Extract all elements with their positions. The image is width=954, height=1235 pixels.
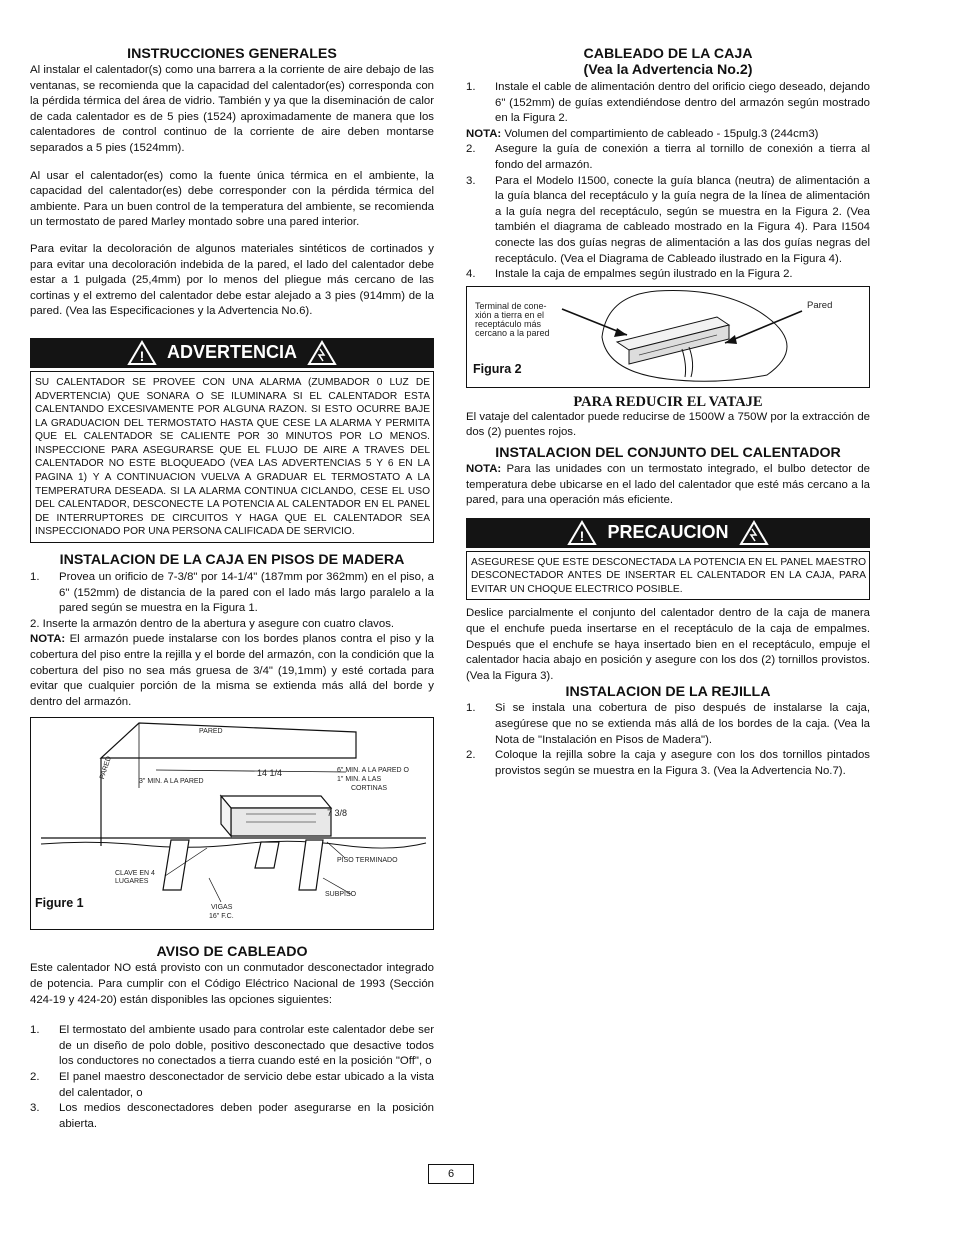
general-instructions-heading: INSTRUCCIONES GENERALES xyxy=(127,46,337,62)
box-wiring-heading-line-2: (Vea la Advertencia No.2) xyxy=(583,62,753,78)
box-wiring-step-4-text: Instale la caja de empalmes según ilustrado en la Figura 2. xyxy=(495,268,793,281)
wood-note-text: El armazón puede instalarse con los bordes planos contra el piso y la cobertura del piso entre la rejilla y el borde del armazón, con la condición que la cobertura del piso no sea más gruesa de 3/4" (19,1mm) y esté cortada para evitar que cualquier porción de la misma se extienda más allá del borde y dentro del armazón. xyxy=(30,633,434,708)
grille-step-1-number: 1. xyxy=(466,702,476,715)
box-wiring-step-1-number: 1. xyxy=(466,81,476,93)
fig1-nail-label-line-1: CLAVE EN 4 xyxy=(115,870,155,878)
slide-heater-paragraph: Deslice parcialmente el conjunto del calentador dentro de la caja de manera que el enchufe pueda insertarse en el receptáculo de la caja de empalmes. Después que el enchufe se haya insertado bien en el receptáculo, empuje el calentador hacia abajo en posición y asegure con los dos (2) tornillos provistos. (Vea la Figura 3). xyxy=(466,607,870,682)
wiring-option-2-number: 2. xyxy=(30,1070,40,1083)
fig1-joists-label-line-2: 16" F.C. xyxy=(209,913,234,921)
warning-triangle-icon xyxy=(127,340,157,366)
general-paragraph-2: Al usar el calentador(es) como la fuente única térmica en el ambiente, la capacidad del calentador(es) debe corresponder con la pérdida térmica del ambiente. Para un buen control de la temperatura del ambiente, se recomienda un termostato de pared Marley montado sobre una pared interior. xyxy=(30,169,434,229)
caution-text-box: ASEGURESE QUE ESTE DESCONECTADA LA POTENCIA EN EL PANEL MAESTRO DESCONECTADOR ANTES DE INSERTAR EL CALENTADOR EN LA CAJA, PARA EVITAR UN CHOQUE ELECTRICO POSIBLE. xyxy=(466,551,870,601)
wood-step-1-number: 1. xyxy=(30,571,40,584)
grille-step-1-text: Si se instala una cobertura de piso después de instalarse la caja, asegúrese que no se extienda más allá de los bordes de la caja. (Vea la Nota de "Instalación en Pisos de Madera"). xyxy=(495,702,870,746)
figure-2-label: Figura 2 xyxy=(473,361,522,376)
wiring-option-3 xyxy=(30,1101,434,1132)
right-column xyxy=(466,46,870,779)
warning-banner xyxy=(30,338,434,368)
warning-triangle-icon xyxy=(567,520,597,546)
grille-step-2-text: Coloque la rejilla sobre la caja y asegure con los dos tornillos pintados provistos según se muestra en la Figura 3. (Vea la Advertencia No.7). xyxy=(495,749,870,777)
fig1-min-wall-label: 3" MIN. A LA PARED xyxy=(139,778,204,786)
fig1-finished-floor-label: PISO TERMINADO xyxy=(337,857,398,865)
fig1-dimension-width: 7 3/8 xyxy=(327,808,348,819)
wiring-option-3-number: 3. xyxy=(30,1102,40,1115)
grille-step-1 xyxy=(466,701,870,748)
fig1-nail-label-line-2: LUGARES xyxy=(115,878,149,886)
wood-note-label: NOTA: xyxy=(30,633,66,646)
box-wiring-step-2-text: Asegure la guía de conexión a tierra al tornillo de conexión a tierra al fondo del armazón. xyxy=(495,143,870,171)
floor-installation-diagram xyxy=(31,718,433,929)
fig1-subfloor-label: SUBPISO xyxy=(325,891,357,899)
electric-shock-icon xyxy=(739,520,769,546)
box-wiring-step-1 xyxy=(466,80,870,127)
box-wiring-heading-line-1: CABLEADO DE LA CAJA xyxy=(583,46,753,62)
box-wiring-note-text: Volumen del compartimiento de cableado - 15pulg.3 (244cm3) xyxy=(501,127,819,140)
box-wiring-step-3 xyxy=(466,174,870,268)
fig2-terminal-line-3: receptáculo más xyxy=(475,318,542,329)
box-wiring-step-2 xyxy=(466,142,870,173)
caution-label: PRECAUCION xyxy=(607,522,729,543)
fig2-terminal-line-4: cercano a la pared xyxy=(475,327,550,338)
wiring-option-2 xyxy=(30,1070,434,1101)
wiring-option-2-text: El panel maestro desconectador de servicio debe estar ubicado a la vista del calentador, o xyxy=(59,1070,434,1099)
wiring-notice-heading: AVISO DE CABLEADO xyxy=(156,944,308,961)
svg-text:!: ! xyxy=(139,347,145,364)
wiring-option-3-text: Los medios desconectadores deben poder asegurarse en la posición abierta. xyxy=(59,1102,434,1130)
general-paragraph-1: Al instalar el calentador(s) como una barrera a la corriente de aire debajo de las ventanas, se recomienda que la capacidad del calentador(es) corresponda con la pérdida térmica del área de vidrio. También y ya que la diseminación de calor de cada calentador es de 5 pies (1524) aproximadamente de manera que los calentadores de control continuo de la corriente de aire deben montarse separados a 5 pies (1524mm). xyxy=(30,64,434,154)
svg-text:!: ! xyxy=(580,527,585,544)
figure-2 xyxy=(466,286,870,388)
fig2-wall-label: Pared xyxy=(807,299,833,311)
fig1-dimension-length: 14 1/4 xyxy=(257,768,283,779)
fig2-terminal-line-1: Terminal de cone- xyxy=(475,300,547,311)
heater-assembly-note-label: NOTA: xyxy=(466,462,502,475)
box-wiring-step-4 xyxy=(466,267,870,283)
box-wiring-step-2-number: 2. xyxy=(466,143,476,156)
heater-assembly-note xyxy=(466,462,870,509)
box-wiring-step-3-text: Para el Modelo I1500, conecte la guía blanca (neutra) de alimentación a la guía blanca del receptáculo y la guía negra de la línea de alimentación a la guía negra del receptáculo, según se muestra en la Figura 2. (Vea también el diagrama de cableado mostrado en la Figura 4). Para I1504 conecte las dos guías negras de alimentación a las dos guías negras del receptáculo. (Vea el Diagrama de Cableado ilustrado en la Figura 4). xyxy=(495,174,870,265)
grille-installation-heading: INSTALACION DE LA REJILLA xyxy=(565,684,771,701)
reduce-wattage-paragraph: El vataje del calentador puede reducirse de 1500W a 750W por la extracción de dos (2) puentes rojos. xyxy=(466,410,870,439)
box-wiring-note xyxy=(466,127,870,143)
grille-step-2-number: 2. xyxy=(466,749,476,762)
page-number: 6 xyxy=(428,1164,474,1184)
fig1-min-curtains-line-1: 6" MIN. A LA PARED O xyxy=(337,767,409,775)
grille-step-2 xyxy=(466,748,870,779)
fig2-terminal-line-2: xión a tierra en el xyxy=(475,309,545,320)
general-paragraph-3: Para evitar la decoloración de algunos materiales sintéticos de cortinados y para evitar una decoloración indebida de la pared, el lado del calentador debe estar a 1 pulgada (25,4mm) por lo menos del pliegue más cercano de las cortinas y el extremo del calentador debe estar alejado a 3 pies (914mm) de la pared. (Vea las Especificaciones y la Advertencia No.6). xyxy=(30,242,434,318)
reduce-wattage-heading: PARA REDUCIR EL VATAJE xyxy=(573,393,763,410)
wood-floor-heading: INSTALACION DE LA CAJA EN PISOS DE MADERA xyxy=(59,552,405,569)
wiring-option-1-text: El termostato del ambiente usado para controlar este calentador debe ser de un diseño de polo doble, positivo desconectado que desactive todos los conductores no conectados a tierra cuando esté en la posición "Off", o xyxy=(59,1024,434,1068)
wood-step-2: 2. Inserte la armazón dentro de la abertura y asegure con cuatro clavos. xyxy=(30,617,395,630)
left-column xyxy=(30,46,434,1132)
wood-step-1 xyxy=(30,570,434,617)
wood-note xyxy=(30,632,434,710)
wiring-option-1-number: 1. xyxy=(30,1024,40,1037)
fig1-min-curtains-line-3: CORTINAS xyxy=(351,785,388,793)
box-wiring-step-3-number: 3. xyxy=(466,174,476,187)
fig1-min-curtains-line-2: 1" MIN. A LAS xyxy=(337,776,382,784)
box-wiring-step-4-number: 4. xyxy=(466,268,476,281)
caution-banner xyxy=(466,518,870,548)
fig1-wall-side-label: PARED xyxy=(99,755,113,781)
fig1-joists-label-line-1: VIGAS xyxy=(211,904,233,912)
warning-label: ADVERTENCIA xyxy=(166,342,297,363)
warning-text-box: SU CALENTADOR SE PROVEE CON UNA ALARMA (ZUMBADOR 0 LUZ DE ADVERTENCIA) QUE SONARA O SE ILUMINARA SI EL CALENTADOR ESTA CALENTANDO EXCESIVAMENTE POR ALGUNA RAZON. SI ESTO OCURRE BAJE LA GRADUACION DEL TERMOSTATO HASTA QUE CESE LA ALARMA Y PERMITA QUE EL CALENTADOR SE CALIENTE POR 30 MINUTOS POR LO MENOS. INSPECCIONE PARA ASEGURARSE QUE EL FLUJO DE AIRE A TRAVES DEL CALENTADOR NO ESTE BLOQUEADO (VEA LAS ADVERTENCIAS 5 Y 6 EN LA PAGINA 1) Y A CONTINUACION VUELVA A GRADUAR EL TERMOSTATO A LA TEMPERATURA DESEADA. SI LA ALARMA CONTINUA CICLANDO, CESE EL USO DEL CALENTADOR, DESCONECTE LA POTENCIA AL CALENTADOR EN EL PANEL DE INTERRUPTORES DE CIRCUITOS Y HAGA QUE EL CALENTADOR SEA INSPECCIONADO POR UNA PERSONA CALIFICADA DE SERVICIO. xyxy=(30,371,434,543)
wood-step-1-text: Provea un orificio de 7-3/8" por 14-1/4" (187mm por 362mm) en el piso, a 6" (152mm) de distancia de la pared con el lado más largo paralelo a la pared según se muestra en la Figura 1. xyxy=(59,571,434,615)
electric-shock-icon xyxy=(307,340,337,366)
wiring-option-1 xyxy=(30,1023,434,1070)
figure-1 xyxy=(30,717,434,930)
heater-assembly-note-text: Para las unidades con un termostato integrado, el bulbo detector de temperatura debe ubicarse en el lado del calentador que esté más cercano a la pared, para una operación más eficiente. xyxy=(466,462,870,507)
box-wiring-note-label: NOTA: xyxy=(466,127,502,140)
figure-1-label: Figure 1 xyxy=(35,896,84,911)
box-wiring-step-1-text: Instale el cable de alimentación dentro del orificio ciego deseado, dejando 6" (152mm) de guías extendiéndose dentro del armazón según mostrado en la Figura 2. xyxy=(495,81,870,125)
wiring-notice-paragraph: Este calentador NO está provisto con un conmutador desconectador integrado de potencia. Para cumplir con el Código Eléctrico Nacional de 1993 (Sección 424-19 y 424-20) están disponibles las opciones siguientes: xyxy=(30,962,434,1006)
fig1-wall-top-label: PARED xyxy=(199,728,223,736)
heater-assembly-heading: INSTALACION DEL CONJUNTO DEL CALENTADOR xyxy=(495,444,841,461)
